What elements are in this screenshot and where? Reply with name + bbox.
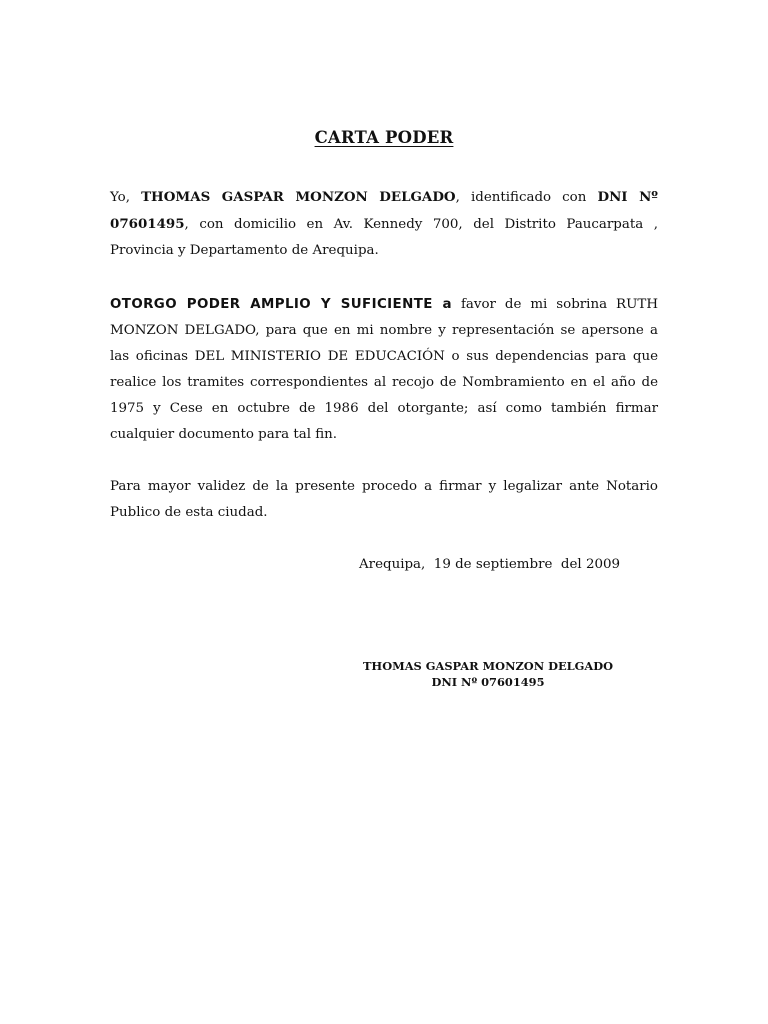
legalization-paragraph: Para mayor validez de la presente procedo a firmar y legalizar ante Notario Publico de esta ciudad. xyxy=(110,479,658,520)
power-grant-paragraph xyxy=(110,292,658,448)
paragraph-intro: Yo, xyxy=(110,190,142,205)
document-title: CARTA PODER xyxy=(314,128,454,147)
paragraph-text: , identificado con xyxy=(455,190,598,205)
power-grant-text: favor de mi sobrina RUTH MONZON DELGADO, para que en mi nombre y representación se apersone a las oficinas DEL MINISTERIO DE EDUCACIÓN o sus dependencias para que realice los tramites correspondientes al recojo de Nombramiento en el año de 1975 y Cese en octubre de 1986 del otorgante; así como también firmar cualquier documento para tal fin. xyxy=(110,297,658,442)
grantor-name: THOMAS GASPAR MONZON DELGADO xyxy=(141,189,456,205)
grantor-dni: DNI Nº 07601495 xyxy=(110,189,659,232)
signatory-name: THOMAS GASPAR MONZON DELGADO xyxy=(362,659,614,673)
grantor-paragraph xyxy=(110,184,658,264)
paragraph-text: , con domicilio en Av. Kennedy 700, del Distrito Paucarpata , Provincia y Departamento de Arequipa. xyxy=(110,217,658,258)
signature-block xyxy=(330,658,646,690)
power-grant-heading: OTORGO PODER AMPLIO Y SUFICIENTE a xyxy=(110,297,452,312)
date-line: Arequipa, 19 de septiembre del 2009 xyxy=(359,557,621,572)
signatory-dni: DNI Nº 07601495 xyxy=(431,675,545,689)
